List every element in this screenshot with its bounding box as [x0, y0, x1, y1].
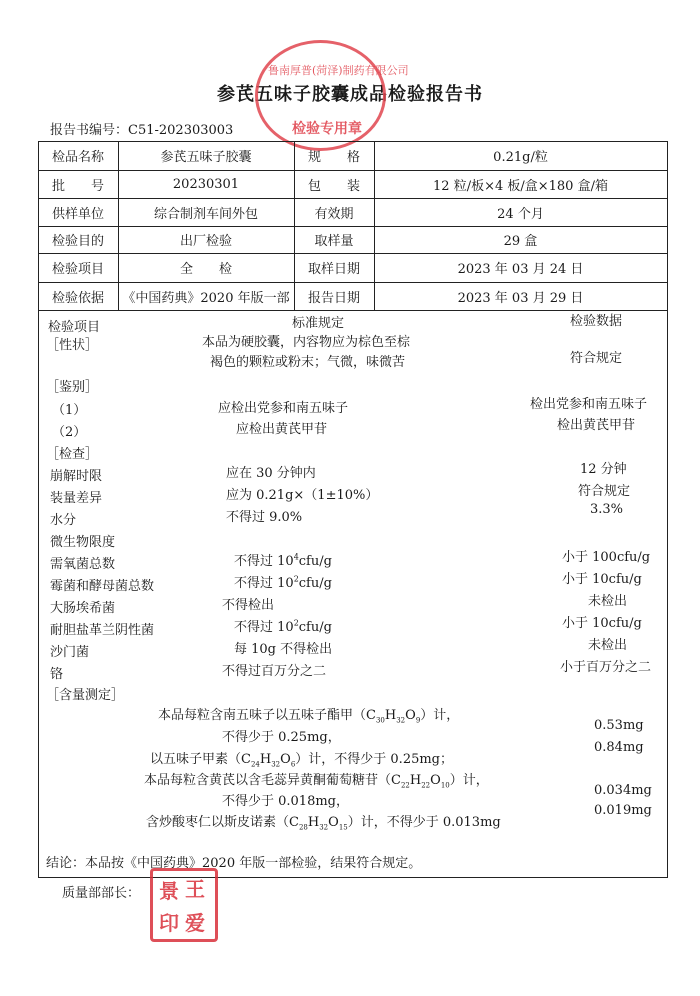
- zhuangliang-name: 装量差异: [50, 491, 103, 506]
- conclusion: 结论：本品按《中国药典》2020 年版一部检验，结果符合规定。: [46, 856, 422, 871]
- header-item: 检验项目: [48, 320, 101, 335]
- value-sample-qty: 29 盒: [503, 234, 538, 249]
- dachang-std: 不得检出: [222, 598, 275, 613]
- personal-stamp: [150, 868, 218, 942]
- value-test-item: 全 检: [179, 262, 232, 277]
- shamen-result: 未检出: [588, 638, 628, 653]
- seal-center-text: 检验专用章: [292, 121, 362, 137]
- xuyang-std: 不得过 $10^4cfu/g$: [234, 552, 332, 569]
- zhuangliang-std: 应为 0.21g×（1±10%）: [226, 488, 379, 503]
- value-sample-date: 2023 年 03 月 24 日: [457, 262, 584, 277]
- value-basis: 《中国药典》2020 年版一部: [122, 290, 290, 306]
- jianbie-result-2: 检出黄芪甲苷: [557, 418, 636, 433]
- label-supplier: 供样单位: [51, 206, 104, 222]
- xingzhuang-std-2: 褐色的颗粒或粉末；气微，味微苦: [210, 355, 406, 370]
- naidan-std: 不得过 $10^2cfu/g$: [234, 618, 332, 635]
- value-product-name: 参芪五味子胶囊: [160, 150, 252, 165]
- hanliang-line-2: 不得少于 0.25mg，: [222, 730, 341, 745]
- label-spec: 规 格: [307, 150, 360, 165]
- section-xingzhuang: ［性状］: [46, 338, 99, 353]
- value-report-date: 2023 年 03 月 29 日: [457, 290, 584, 306]
- section-jiancha: ［检查］: [46, 447, 99, 462]
- hanliang-result-4: 0.019mg: [594, 803, 652, 818]
- bengjie-std: 应在 30 分钟内: [226, 466, 316, 481]
- label-sample-date: 取样日期: [307, 262, 360, 277]
- shamen-std: 每 10g 不得检出: [234, 642, 333, 657]
- micro-label: 微生物限度: [50, 535, 116, 550]
- xingzhuang-std-1: 本品为硬胶囊，内容物应为棕色至棕: [202, 335, 411, 350]
- value-validity: 24 个月: [497, 206, 544, 222]
- naidan-result: 小于 10cfu/g: [562, 616, 642, 631]
- naidan-name: 耐胆盐革兰阴性菌: [50, 623, 155, 638]
- ge-std: 不得过百万分之二: [222, 664, 327, 679]
- label-product-name: 检品名称: [51, 150, 104, 165]
- label-validity: 有效期: [314, 206, 354, 222]
- jianbie-n2: （2）: [52, 425, 87, 440]
- header-standard: 标准规定: [292, 316, 345, 331]
- label-purpose: 检验目的: [51, 234, 104, 249]
- hanliang-line-6: 含炒酸枣仁以斯皮诺素$(C_{28}H_{32}O_{15})$计，不得少于 0.013mg: [146, 815, 501, 832]
- value-purpose: 出厂检验: [179, 234, 232, 249]
- ge-result: 小于百万分之二: [560, 660, 652, 675]
- shuifen-std: 不得过 9.0%: [226, 510, 303, 525]
- value-supplier: 综合制剂车间外包: [153, 206, 258, 222]
- header-result: 检验数据: [570, 314, 623, 329]
- jianbie-result-1: 检出党参和南五味子: [530, 397, 648, 412]
- shamen-name: 沙门菌: [50, 645, 90, 660]
- seal-ring-text: 鲁南厚普(菏泽)制药有限公司: [268, 64, 409, 77]
- zhuangliang-result: 符合规定: [578, 484, 631, 499]
- report-title: 参芪五味子胶囊成品检验报告书: [217, 84, 483, 105]
- label-sample-qty: 取样量: [314, 234, 354, 249]
- hanliang-line-3: 以五味子甲素$(C_{24}H_{32}O_6)$计，不得少于 0.25mg；: [150, 752, 454, 769]
- label-test-item: 检验项目: [51, 262, 104, 277]
- report-number: 报告书编号：C51-202303003: [50, 123, 234, 138]
- jianbie-n1: （1）: [52, 403, 87, 418]
- ge-name: 铬: [50, 667, 64, 682]
- section-jianbie: ［鉴别］: [46, 380, 99, 395]
- hanliang-line-5: 不得少于 0.018mg，: [222, 794, 349, 809]
- jianbie-std-1: 应检出党参和南五味子: [218, 401, 349, 416]
- hanliang-result-3: 0.034mg: [594, 783, 652, 798]
- hanliang-result-1: 0.53mg: [594, 718, 644, 733]
- section-hanliang: ［含量测定］: [46, 688, 125, 703]
- meijun-name: 霉菌和酵母菌总数: [50, 579, 155, 594]
- hanliang-line-1: 本品每粒含南五味子以五味子酯甲$(C_{30}H_{32}O_9)$计，: [158, 708, 460, 725]
- xingzhuang-result: 符合规定: [570, 351, 623, 366]
- value-spec: 0.21g/粒: [493, 150, 548, 165]
- meijun-result: 小于 10cfu/g: [562, 572, 642, 587]
- value-batch: 20230301: [172, 176, 240, 192]
- value-packing: 12 粒/板×4 板/盒×180 盒/箱: [433, 178, 608, 194]
- jianbie-std-2: 应检出黄芪甲苷: [236, 422, 328, 437]
- shuifen-name: 水分: [50, 513, 77, 528]
- stamp-char-1: 景: [159, 879, 179, 903]
- label-packing: 包 装: [307, 178, 360, 194]
- hanliang-result-2: 0.84mg: [594, 740, 644, 755]
- bengjie-name: 崩解时限: [50, 469, 103, 484]
- dachang-result: 未检出: [588, 594, 628, 609]
- shuifen-result: 3.3%: [590, 502, 624, 517]
- supervisor-label: 质量部部长：: [62, 886, 141, 901]
- stamp-char-4: 爱: [185, 911, 205, 935]
- dachang-name: 大肠埃希菌: [50, 601, 116, 616]
- stamp-char-3: 印: [159, 911, 179, 935]
- xuyang-name: 需氧菌总数: [50, 557, 116, 572]
- xuyang-result: 小于 100cfu/g: [562, 550, 651, 565]
- stamp-char-2: 王: [185, 877, 205, 901]
- label-basis: 检验依据: [51, 290, 104, 306]
- bengjie-result: 12 分钟: [580, 462, 627, 477]
- hanliang-line-4: 本品每粒含黄芪以含毛蕊异黄酮葡萄糖苷$(C_{22}H_{22}O_{10})$计，: [144, 773, 489, 790]
- meijun-std: 不得过 $10^2cfu/g$: [234, 574, 332, 591]
- label-batch: 批 号: [51, 178, 104, 194]
- label-report-date: 报告日期: [307, 290, 360, 306]
